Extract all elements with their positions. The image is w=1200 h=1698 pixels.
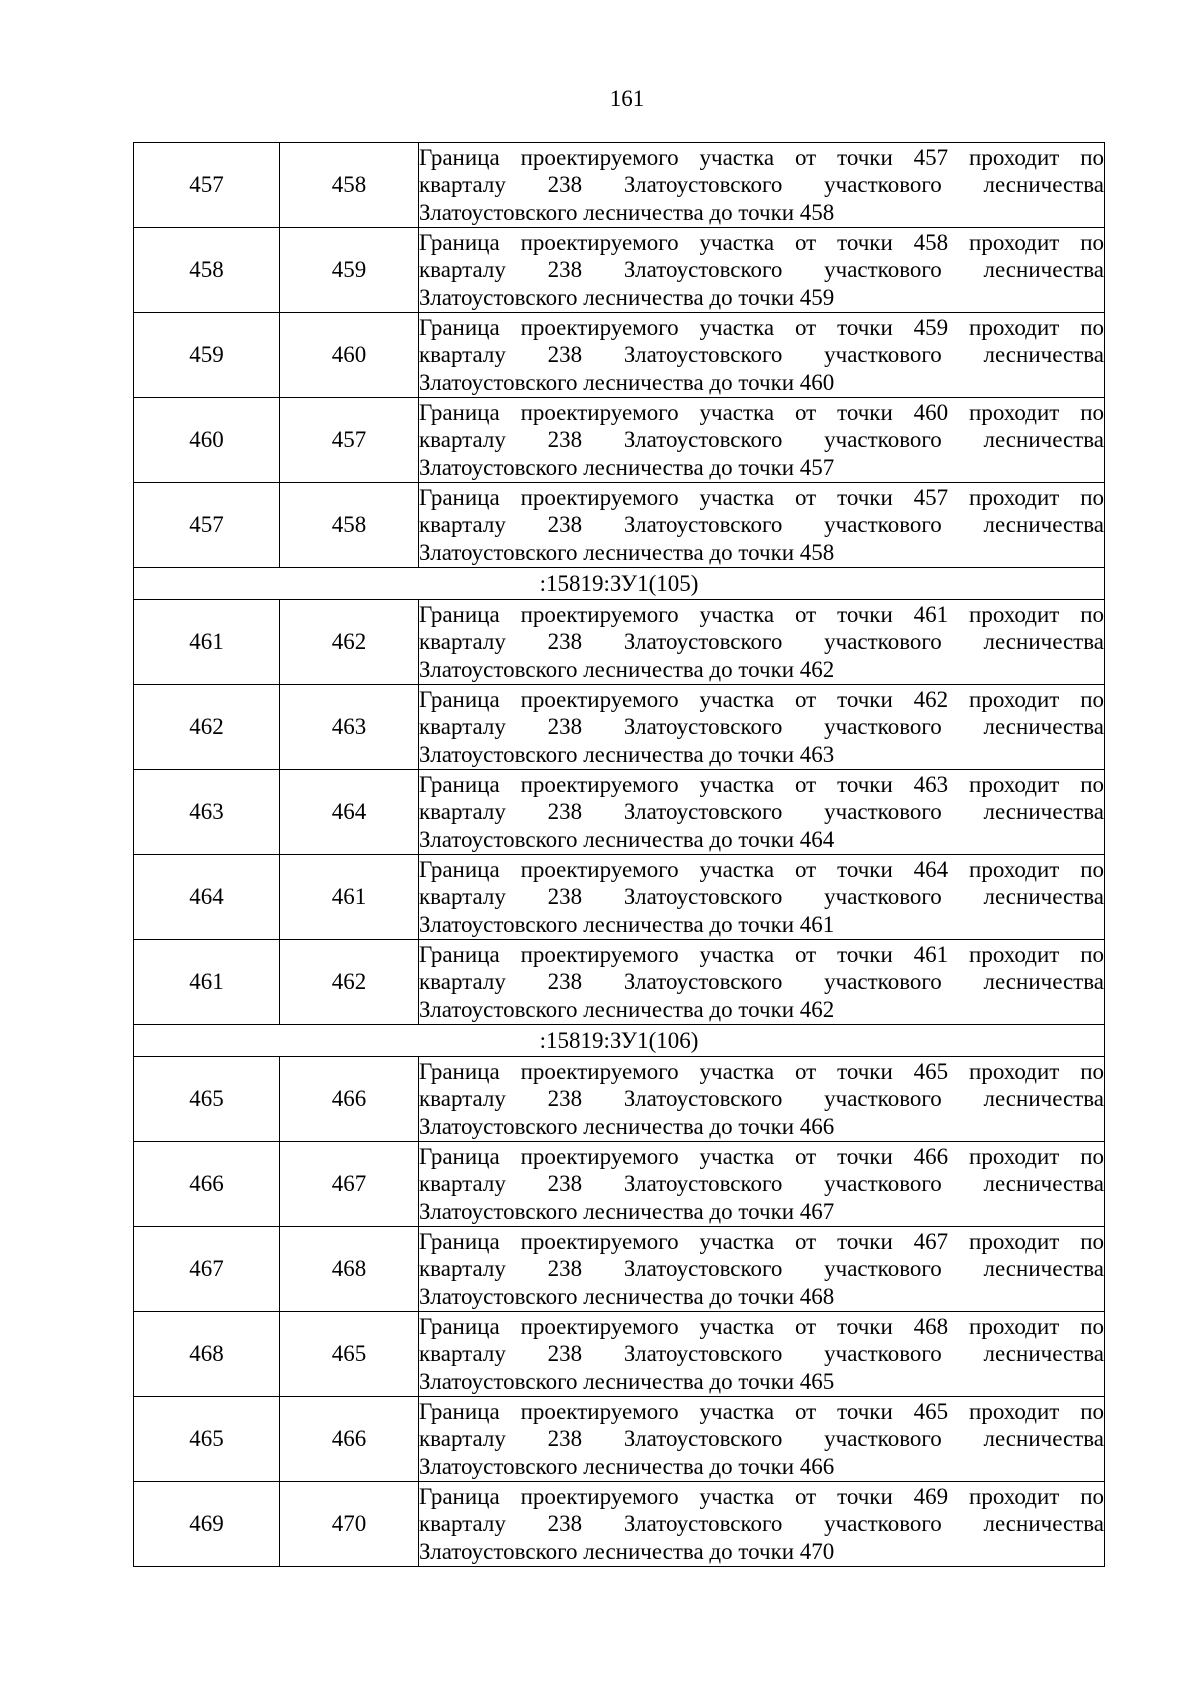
- from-point-cell: 461: [134, 940, 280, 1025]
- description-line: кварталу 238 Златоустовского участкового лесничества: [419, 1426, 1104, 1452]
- boundary-description: [419, 600, 1105, 685]
- to-point-cell: 467: [280, 1142, 419, 1227]
- description-line: кварталу 238 Златоустовского участкового лесничества: [419, 1341, 1104, 1367]
- table-body: [134, 143, 1105, 1567]
- to-point-cell: 459: [280, 228, 419, 313]
- description-line: Граница проектируемого участка от точки 458 проходит по: [419, 229, 1104, 255]
- table-row: [134, 855, 1105, 940]
- description-line: Златоустовского лесничества до точки 458: [419, 539, 835, 565]
- from-point-cell: 468: [134, 1312, 280, 1397]
- description-line: Граница проектируемого участка от точки 461 проходит по: [419, 941, 1104, 967]
- description-line: Златоустовского лесничества до точки 459: [419, 284, 835, 310]
- from-point-cell: 465: [134, 1057, 280, 1142]
- description-line: Граница проектируемого участка от точки 467 проходит по: [419, 1228, 1104, 1254]
- description-line: Златоустовского лесничества до точки 466: [419, 1453, 835, 1479]
- description-line: Златоустовского лесничества до точки 457: [419, 454, 835, 480]
- description-line: кварталу 238 Златоустовского участкового лесничества: [419, 1256, 1104, 1282]
- description-line: Граница проектируемого участка от точки 468 проходит по: [419, 1313, 1104, 1339]
- section-row: [134, 568, 1105, 600]
- description-line: кварталу 238 Златоустовского участкового лесничества: [419, 629, 1104, 655]
- description-line: Златоустовского лесничества до точки 460: [419, 369, 835, 395]
- to-point-cell: 461: [280, 855, 419, 940]
- table-row: [134, 1142, 1105, 1227]
- boundary-description: [419, 1142, 1105, 1227]
- to-point-cell: 460: [280, 313, 419, 398]
- table-row: [134, 1397, 1105, 1482]
- table-row: [134, 685, 1105, 770]
- description-line: Граница проектируемого участка от точки 464 проходит по: [419, 856, 1104, 882]
- boundary-table: [133, 142, 1105, 1567]
- boundary-description: [419, 770, 1105, 855]
- to-point-cell: 465: [280, 1312, 419, 1397]
- from-point-cell: 466: [134, 1142, 280, 1227]
- section-label: :15819:ЗУ1(105): [134, 568, 1105, 600]
- description-line: кварталу 238 Златоустовского участкового лесничества: [419, 969, 1104, 995]
- to-point-cell: 466: [280, 1057, 419, 1142]
- description-line: Златоустовского лесничества до точки 458: [419, 199, 835, 225]
- page-number: 161: [609, 86, 645, 111]
- description-line: кварталу 238 Златоустовского участкового лесничества: [419, 257, 1104, 283]
- from-point-cell: 463: [134, 770, 280, 855]
- description-line: Граница проектируемого участка от точки 466 проходит по: [419, 1143, 1104, 1169]
- from-point-cell: 458: [134, 228, 280, 313]
- description-line: кварталу 238 Златоустовского участкового лесничества: [419, 512, 1104, 538]
- description-line: Граница проектируемого участка от точки 462 проходит по: [419, 686, 1104, 712]
- description-line: кварталу 238 Златоустовского участкового лесничества: [419, 342, 1104, 368]
- to-point-cell: 463: [280, 685, 419, 770]
- from-point-cell: 459: [134, 313, 280, 398]
- description-line: кварталу 238 Златоустовского участкового лесничества: [419, 172, 1104, 198]
- to-point-cell: 470: [280, 1482, 419, 1567]
- from-point-cell: 457: [134, 483, 280, 568]
- from-point-cell: 462: [134, 685, 280, 770]
- description-line: Граница проектируемого участка от точки 465 проходит по: [419, 1058, 1104, 1084]
- description-line: Златоустовского лесничества до точки 462: [419, 656, 835, 682]
- from-point-cell: 467: [134, 1227, 280, 1312]
- description-line: кварталу 238 Златоустовского участкового лесничества: [419, 427, 1104, 453]
- from-point-cell: 461: [134, 600, 280, 685]
- description-line: Златоустовского лесничества до точки 461: [419, 911, 835, 937]
- section-row: [134, 1025, 1105, 1057]
- description-line: Златоустовского лесничества до точки 463: [419, 741, 835, 767]
- to-point-cell: 468: [280, 1227, 419, 1312]
- table-row: [134, 1312, 1105, 1397]
- description-line: Златоустовского лесничества до точки 462: [419, 996, 835, 1022]
- description-line: кварталу 238 Златоустовского участкового лесничества: [419, 1086, 1104, 1112]
- to-point-cell: 466: [280, 1397, 419, 1482]
- description-line: кварталу 238 Златоустовского участкового лесничества: [419, 1171, 1104, 1197]
- boundary-description: [419, 1397, 1105, 1482]
- description-line: Златоустовского лесничества до точки 464: [419, 826, 835, 852]
- description-line: Граница проектируемого участка от точки 459 проходит по: [419, 314, 1104, 340]
- description-line: Граница проектируемого участка от точки 457 проходит по: [419, 484, 1104, 510]
- table-row: [134, 228, 1105, 313]
- from-point-cell: 469: [134, 1482, 280, 1567]
- description-line: Златоустовского лесничества до точки 466: [419, 1113, 835, 1139]
- table-row: [134, 1482, 1105, 1567]
- to-point-cell: 458: [280, 483, 419, 568]
- description-line: Граница проектируемого участка от точки 460 проходит по: [419, 399, 1104, 425]
- table-row: [134, 483, 1105, 568]
- table-row: [134, 600, 1105, 685]
- description-line: Златоустовского лесничества до точки 468: [419, 1283, 835, 1309]
- boundary-description: [419, 228, 1105, 313]
- boundary-description: [419, 940, 1105, 1025]
- table-row: [134, 1227, 1105, 1312]
- table-row: [134, 1057, 1105, 1142]
- from-point-cell: 464: [134, 855, 280, 940]
- from-point-cell: 457: [134, 143, 280, 228]
- description-line: кварталу 238 Златоустовского участкового лесничества: [419, 1511, 1104, 1537]
- to-point-cell: 464: [280, 770, 419, 855]
- section-label: :15819:ЗУ1(106): [134, 1025, 1105, 1057]
- from-point-cell: 460: [134, 398, 280, 483]
- to-point-cell: 462: [280, 940, 419, 1025]
- description-line: Граница проектируемого участка от точки 463 проходит по: [419, 771, 1104, 797]
- description-line: Златоустовского лесничества до точки 465: [419, 1368, 835, 1394]
- to-point-cell: 457: [280, 398, 419, 483]
- table-row: [134, 940, 1105, 1025]
- to-point-cell: 462: [280, 600, 419, 685]
- boundary-description: [419, 1057, 1105, 1142]
- to-point-cell: 458: [280, 143, 419, 228]
- from-point-cell: 465: [134, 1397, 280, 1482]
- boundary-description: [419, 1312, 1105, 1397]
- boundary-description: [419, 398, 1105, 483]
- description-line: Граница проектируемого участка от точки 461 проходит по: [419, 601, 1104, 627]
- boundary-description: [419, 855, 1105, 940]
- table-row: [134, 770, 1105, 855]
- boundary-description: [419, 1227, 1105, 1312]
- boundary-description: [419, 313, 1105, 398]
- table-row: [134, 313, 1105, 398]
- boundary-description: [419, 483, 1105, 568]
- table-row: [134, 143, 1105, 228]
- boundary-description: [419, 1482, 1105, 1567]
- description-line: кварталу 238 Златоустовского участкового лесничества: [419, 714, 1104, 740]
- boundary-description: [419, 685, 1105, 770]
- boundary-description: [419, 143, 1105, 228]
- description-line: кварталу 238 Златоустовского участкового лесничества: [419, 799, 1104, 825]
- description-line: Граница проектируемого участка от точки 465 проходит по: [419, 1398, 1104, 1424]
- description-line: кварталу 238 Златоустовского участкового лесничества: [419, 884, 1104, 910]
- description-line: Златоустовского лесничества до точки 467: [419, 1198, 835, 1224]
- description-line: Златоустовского лесничества до точки 470: [419, 1538, 835, 1564]
- description-line: Граница проектируемого участка от точки 457 проходит по: [419, 144, 1104, 170]
- table-row: [134, 398, 1105, 483]
- description-line: Граница проектируемого участка от точки 469 проходит по: [419, 1483, 1104, 1509]
